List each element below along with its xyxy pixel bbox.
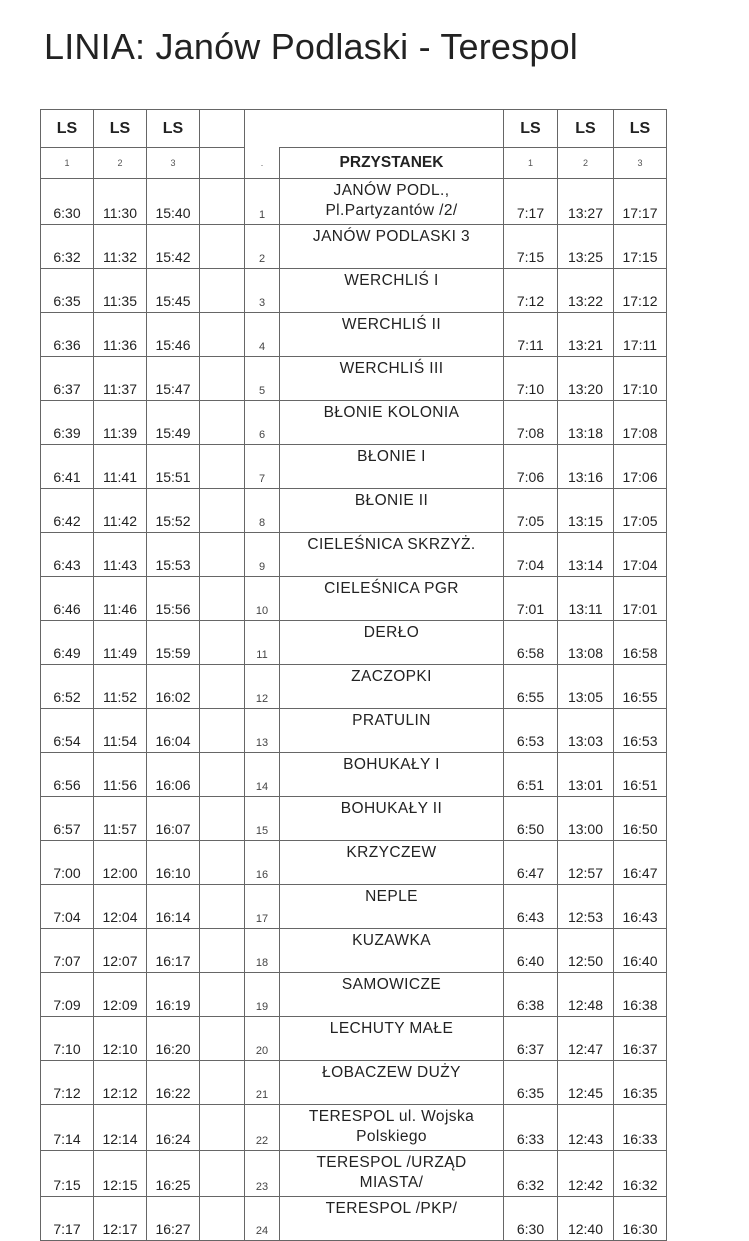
blank-cell — [200, 179, 245, 225]
stop-name: SAMOWICZE — [280, 973, 504, 1017]
table-row — [41, 1017, 667, 1061]
inbound-time: 12:47 — [558, 1017, 614, 1061]
table-row — [41, 841, 667, 885]
outbound-time: 12:15 — [94, 1151, 147, 1197]
stop-name: BOHUKAŁY I — [280, 753, 504, 797]
outbound-time: 16:10 — [147, 841, 200, 885]
outbound-time: 16:22 — [147, 1061, 200, 1105]
inbound-time: 13:16 — [558, 445, 614, 489]
outbound-time: 16:27 — [147, 1197, 200, 1241]
inbound-time: 6:55 — [504, 665, 558, 709]
inbound-time: 13:00 — [558, 797, 614, 841]
outbound-time: 12:12 — [94, 1061, 147, 1105]
blank-cell — [200, 1061, 245, 1105]
outbound-time: 15:52 — [147, 489, 200, 533]
blank-cell — [200, 973, 245, 1017]
outbound-time: 12:14 — [94, 1105, 147, 1151]
inbound-time: 17:15 — [614, 225, 667, 269]
blank-cell — [200, 1197, 245, 1241]
inbound-time: 6:58 — [504, 621, 558, 665]
table-row — [41, 929, 667, 973]
table-row — [41, 357, 667, 401]
stop-name: LECHUTY MAŁE — [280, 1017, 504, 1061]
table-row — [41, 1197, 667, 1241]
header-row — [41, 110, 667, 148]
table-row — [41, 885, 667, 929]
outbound-time: 15:56 — [147, 577, 200, 621]
outbound-time: 6:39 — [41, 401, 94, 445]
inbound-time: 12:43 — [558, 1105, 614, 1151]
inbound-time: 7:17 — [504, 179, 558, 225]
blank-cell — [200, 797, 245, 841]
outbound-time: 15:53 — [147, 533, 200, 577]
inbound-time: 6:35 — [504, 1061, 558, 1105]
stop-name: BŁONIE II — [280, 489, 504, 533]
stop-number: 12 — [245, 665, 280, 709]
stop-name: ZACZOPKI — [280, 665, 504, 709]
outbound-time: 11:32 — [94, 225, 147, 269]
outbound-time: 11:42 — [94, 489, 147, 533]
outbound-time: 16:20 — [147, 1017, 200, 1061]
inbound-time: 12:57 — [558, 841, 614, 885]
stop-name: BŁONIE KOLONIA — [280, 401, 504, 445]
stop-name: TERESPOL ul. Wojska Polskiego — [280, 1105, 504, 1151]
outbound-time: 6:32 — [41, 225, 94, 269]
stop-number: 23 — [245, 1151, 280, 1197]
inbound-time: 6:53 — [504, 709, 558, 753]
table-row — [41, 401, 667, 445]
inbound-time: 17:17 — [614, 179, 667, 225]
blank-cell — [200, 621, 245, 665]
table-row — [41, 225, 667, 269]
inbound-time: 16:38 — [614, 973, 667, 1017]
outbound-course-label: LS — [147, 110, 200, 148]
inbound-time: 6:47 — [504, 841, 558, 885]
outbound-time: 11:49 — [94, 621, 147, 665]
outbound-time: 15:51 — [147, 445, 200, 489]
stop-number: 1 — [245, 179, 280, 225]
outbound-time: 16:04 — [147, 709, 200, 753]
outbound-time: 16:24 — [147, 1105, 200, 1151]
inbound-time: 13:03 — [558, 709, 614, 753]
blank-cell — [200, 225, 245, 269]
inbound-time: 7:08 — [504, 401, 558, 445]
blank-cell — [200, 841, 245, 885]
inbound-time: 13:20 — [558, 357, 614, 401]
stop-number: 11 — [245, 621, 280, 665]
stop-name: JANÓW PODL., Pl.Partyzantów /2/ — [280, 179, 504, 225]
stop-header-blank — [245, 110, 504, 148]
blank-cell — [200, 489, 245, 533]
inbound-time: 12:50 — [558, 929, 614, 973]
inbound-time: 17:01 — [614, 577, 667, 621]
stop-name: DERŁO — [280, 621, 504, 665]
table-row — [41, 445, 667, 489]
outbound-course-index: 1 — [41, 148, 94, 179]
outbound-time: 16:17 — [147, 929, 200, 973]
inbound-time: 6:30 — [504, 1197, 558, 1241]
inbound-time: 17:06 — [614, 445, 667, 489]
outbound-time: 7:00 — [41, 841, 94, 885]
inbound-time: 7:04 — [504, 533, 558, 577]
table-row — [41, 577, 667, 621]
outbound-time: 16:07 — [147, 797, 200, 841]
outbound-time: 6:35 — [41, 269, 94, 313]
inbound-course-label: LS — [558, 110, 614, 148]
stop-number: 20 — [245, 1017, 280, 1061]
stop-number: 21 — [245, 1061, 280, 1105]
table-row — [41, 973, 667, 1017]
stop-number: 8 — [245, 489, 280, 533]
inbound-time: 7:15 — [504, 225, 558, 269]
inbound-time: 16:30 — [614, 1197, 667, 1241]
inbound-time: 13:14 — [558, 533, 614, 577]
table-row — [41, 753, 667, 797]
inbound-time: 7:10 — [504, 357, 558, 401]
inbound-time: 13:25 — [558, 225, 614, 269]
outbound-time: 7:17 — [41, 1197, 94, 1241]
outbound-time: 6:56 — [41, 753, 94, 797]
inbound-time: 16:50 — [614, 797, 667, 841]
outbound-time: 16:14 — [147, 885, 200, 929]
stop-number: 16 — [245, 841, 280, 885]
outbound-time: 11:43 — [94, 533, 147, 577]
outbound-time: 7:10 — [41, 1017, 94, 1061]
inbound-time: 17:04 — [614, 533, 667, 577]
outbound-time: 7:04 — [41, 885, 94, 929]
inbound-time: 17:11 — [614, 313, 667, 357]
outbound-time: 11:57 — [94, 797, 147, 841]
stop-number-header: . — [245, 148, 280, 179]
blank-cell — [200, 269, 245, 313]
header-blank — [200, 148, 245, 179]
inbound-time: 12:42 — [558, 1151, 614, 1197]
blank-cell — [200, 753, 245, 797]
blank-cell — [200, 1105, 245, 1151]
stop-name: TERESPOL /PKP/ — [280, 1197, 504, 1241]
inbound-time: 16:40 — [614, 929, 667, 973]
outbound-time: 11:30 — [94, 179, 147, 225]
outbound-time: 15:59 — [147, 621, 200, 665]
inbound-time: 7:06 — [504, 445, 558, 489]
outbound-course-label: LS — [94, 110, 147, 148]
table-row — [41, 621, 667, 665]
outbound-time: 6:54 — [41, 709, 94, 753]
stop-name: BŁONIE I — [280, 445, 504, 489]
outbound-time: 11:56 — [94, 753, 147, 797]
timetable — [40, 109, 667, 1241]
stop-name: WERCHLIŚ III — [280, 357, 504, 401]
inbound-time: 12:40 — [558, 1197, 614, 1241]
blank-cell — [200, 665, 245, 709]
inbound-course-label: LS — [614, 110, 667, 148]
stop-name: ŁOBACZEW DUŻY — [280, 1061, 504, 1105]
outbound-time: 6:49 — [41, 621, 94, 665]
inbound-time: 13:08 — [558, 621, 614, 665]
table-row — [41, 489, 667, 533]
blank-cell — [200, 885, 245, 929]
stop-number: 9 — [245, 533, 280, 577]
stop-name: WERCHLIŚ II — [280, 313, 504, 357]
stop-number: 17 — [245, 885, 280, 929]
outbound-time: 6:41 — [41, 445, 94, 489]
inbound-time: 12:45 — [558, 1061, 614, 1105]
inbound-time: 16:35 — [614, 1061, 667, 1105]
outbound-course-index: 3 — [147, 148, 200, 179]
table-row — [41, 665, 667, 709]
inbound-time: 6:43 — [504, 885, 558, 929]
inbound-course-index: 1 — [504, 148, 558, 179]
outbound-time: 15:47 — [147, 357, 200, 401]
stop-name: TERESPOL /URZĄD MIASTA/ — [280, 1151, 504, 1197]
inbound-time: 17:12 — [614, 269, 667, 313]
blank-cell — [200, 1151, 245, 1197]
outbound-time: 6:36 — [41, 313, 94, 357]
table-row — [41, 269, 667, 313]
outbound-time: 11:39 — [94, 401, 147, 445]
stop-column-header: PRZYSTANEK — [280, 148, 504, 179]
inbound-time: 13:21 — [558, 313, 614, 357]
stop-name: NEPLE — [280, 885, 504, 929]
inbound-time: 16:32 — [614, 1151, 667, 1197]
inbound-time: 6:37 — [504, 1017, 558, 1061]
outbound-time: 7:12 — [41, 1061, 94, 1105]
blank-cell — [200, 929, 245, 973]
stop-number: 7 — [245, 445, 280, 489]
blank-cell — [200, 445, 245, 489]
blank-cell — [200, 401, 245, 445]
inbound-time: 13:27 — [558, 179, 614, 225]
stop-number: 4 — [245, 313, 280, 357]
blank-cell — [200, 1017, 245, 1061]
outbound-time: 16:02 — [147, 665, 200, 709]
outbound-time: 7:14 — [41, 1105, 94, 1151]
inbound-time: 16:55 — [614, 665, 667, 709]
outbound-time: 12:10 — [94, 1017, 147, 1061]
stop-name: KRZYCZEW — [280, 841, 504, 885]
header-blank — [200, 110, 245, 148]
outbound-time: 15:45 — [147, 269, 200, 313]
table-row — [41, 1105, 667, 1151]
inbound-time: 17:10 — [614, 357, 667, 401]
inbound-time: 17:05 — [614, 489, 667, 533]
table-row — [41, 1151, 667, 1197]
blank-cell — [200, 577, 245, 621]
inbound-time: 6:38 — [504, 973, 558, 1017]
stop-name: BOHUKAŁY II — [280, 797, 504, 841]
outbound-time: 16:25 — [147, 1151, 200, 1197]
page-title: LINIA: Janów Podlaski - Terespol — [44, 26, 578, 67]
inbound-time: 16:53 — [614, 709, 667, 753]
outbound-time: 12:17 — [94, 1197, 147, 1241]
blank-cell — [200, 357, 245, 401]
stop-number: 2 — [245, 225, 280, 269]
inbound-course-index: 2 — [558, 148, 614, 179]
table-row — [41, 797, 667, 841]
outbound-time: 16:06 — [147, 753, 200, 797]
outbound-time: 6:30 — [41, 179, 94, 225]
stop-number: 18 — [245, 929, 280, 973]
inbound-time: 6:50 — [504, 797, 558, 841]
index-row — [41, 148, 667, 179]
inbound-time: 16:58 — [614, 621, 667, 665]
outbound-time: 12:00 — [94, 841, 147, 885]
outbound-time: 15:42 — [147, 225, 200, 269]
outbound-time: 6:43 — [41, 533, 94, 577]
stop-number: 15 — [245, 797, 280, 841]
stop-number: 5 — [245, 357, 280, 401]
outbound-time: 12:09 — [94, 973, 147, 1017]
inbound-time: 7:12 — [504, 269, 558, 313]
outbound-time: 11:54 — [94, 709, 147, 753]
inbound-time: 7:11 — [504, 313, 558, 357]
outbound-time: 7:15 — [41, 1151, 94, 1197]
blank-cell — [200, 533, 245, 577]
inbound-time: 7:05 — [504, 489, 558, 533]
inbound-time: 16:47 — [614, 841, 667, 885]
inbound-time: 12:53 — [558, 885, 614, 929]
table-row — [41, 179, 667, 225]
outbound-time: 6:52 — [41, 665, 94, 709]
stop-number: 24 — [245, 1197, 280, 1241]
inbound-time: 16:43 — [614, 885, 667, 929]
inbound-time: 13:11 — [558, 577, 614, 621]
stop-name: JANÓW PODLASKI 3 — [280, 225, 504, 269]
outbound-course-label: LS — [41, 110, 94, 148]
outbound-time: 12:04 — [94, 885, 147, 929]
outbound-time: 6:46 — [41, 577, 94, 621]
inbound-time: 16:37 — [614, 1017, 667, 1061]
stop-number: 6 — [245, 401, 280, 445]
stop-name: CIELEŚNICA PGR — [280, 577, 504, 621]
inbound-time: 13:18 — [558, 401, 614, 445]
outbound-time: 7:09 — [41, 973, 94, 1017]
inbound-time: 16:33 — [614, 1105, 667, 1151]
outbound-course-index: 2 — [94, 148, 147, 179]
table-row — [41, 533, 667, 577]
stop-number: 13 — [245, 709, 280, 753]
inbound-time: 12:48 — [558, 973, 614, 1017]
inbound-time: 13:15 — [558, 489, 614, 533]
table-row — [41, 709, 667, 753]
inbound-time: 17:08 — [614, 401, 667, 445]
outbound-time: 11:46 — [94, 577, 147, 621]
outbound-time: 12:07 — [94, 929, 147, 973]
inbound-time: 13:05 — [558, 665, 614, 709]
inbound-time: 6:32 — [504, 1151, 558, 1197]
inbound-course-label: LS — [504, 110, 558, 148]
stop-number: 22 — [245, 1105, 280, 1151]
inbound-course-index: 3 — [614, 148, 667, 179]
stop-name: PRATULIN — [280, 709, 504, 753]
outbound-time: 6:57 — [41, 797, 94, 841]
outbound-time: 15:40 — [147, 179, 200, 225]
outbound-time: 16:19 — [147, 973, 200, 1017]
inbound-time: 6:33 — [504, 1105, 558, 1151]
table-row — [41, 313, 667, 357]
blank-cell — [200, 709, 245, 753]
stop-number: 14 — [245, 753, 280, 797]
outbound-time: 11:52 — [94, 665, 147, 709]
blank-cell — [200, 313, 245, 357]
outbound-time: 11:37 — [94, 357, 147, 401]
outbound-time: 11:35 — [94, 269, 147, 313]
stop-name: CIELEŚNICA SKRZYŻ. — [280, 533, 504, 577]
stop-name: WERCHLIŚ I — [280, 269, 504, 313]
stop-number: 19 — [245, 973, 280, 1017]
outbound-time: 11:36 — [94, 313, 147, 357]
stop-number: 10 — [245, 577, 280, 621]
inbound-time: 6:51 — [504, 753, 558, 797]
outbound-time: 6:37 — [41, 357, 94, 401]
inbound-time: 6:40 — [504, 929, 558, 973]
outbound-time: 11:41 — [94, 445, 147, 489]
stop-name: KUZAWKA — [280, 929, 504, 973]
table-row — [41, 1061, 667, 1105]
stop-number: 3 — [245, 269, 280, 313]
inbound-time: 13:22 — [558, 269, 614, 313]
outbound-time: 15:46 — [147, 313, 200, 357]
inbound-time: 16:51 — [614, 753, 667, 797]
outbound-time: 6:42 — [41, 489, 94, 533]
inbound-time: 7:01 — [504, 577, 558, 621]
inbound-time: 13:01 — [558, 753, 614, 797]
outbound-time: 15:49 — [147, 401, 200, 445]
outbound-time: 7:07 — [41, 929, 94, 973]
